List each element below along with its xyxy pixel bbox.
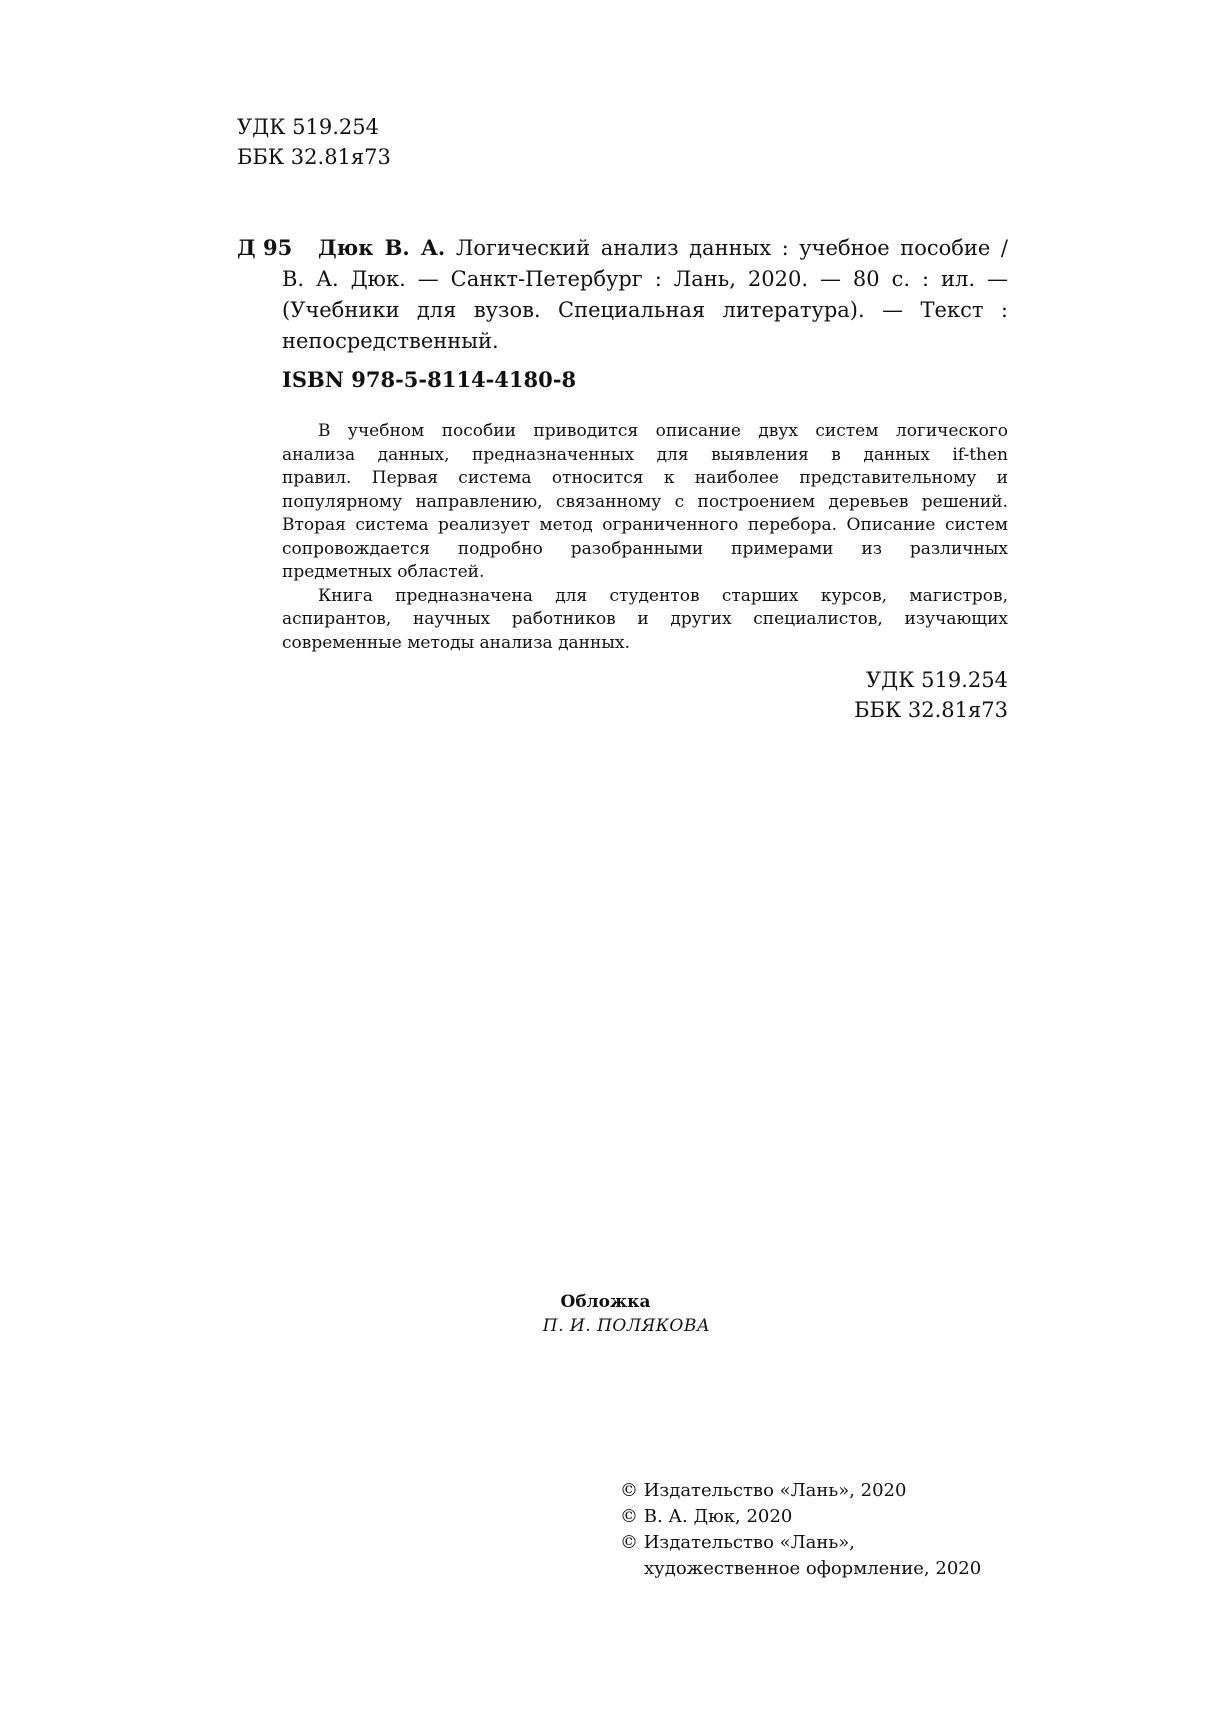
classification-top [237, 112, 391, 172]
catalog-line-3: (Учебники для вузов. Специальная литература). — Текст : [282, 298, 1008, 322]
abstract-line: предметных областей. [282, 562, 485, 582]
catalog-author: Дюк В. А. [318, 235, 446, 260]
cover-credit [0, 1290, 1211, 1338]
abstract-line: Вторая система реализует метод ограниченного перебора. Описание систем [282, 515, 1008, 535]
copyright-line: © Издательство «Лань», [620, 1532, 855, 1553]
catalog-line-4: непосредственный. [282, 329, 499, 353]
abstract-paragraph-1 [282, 420, 1008, 585]
classification-bottom [854, 665, 1008, 725]
isbn: ISBN 978-5-8114-4180-8 [282, 367, 577, 392]
catalog-line-1 [318, 232, 1008, 264]
bbk-code: ББК 32.81я73 [237, 145, 391, 169]
catalog-line-2: В. А. Дюк. — Санкт-Петербург : Лань, 2020. — 80 с. : ил. — [282, 267, 1008, 291]
abstract-paragraph-2 [282, 585, 1008, 656]
abstract-line: анализа данных, предназначенных для выявления в данных if-then [282, 444, 1008, 465]
abstract-line: популярному направлению, связанному с построением деревьев решений. [282, 491, 1008, 512]
abstract-line: правил. Первая система относится к наиболее представительному и [282, 468, 1008, 488]
abstract-line: В учебном пособии приводится описание двух систем логического [318, 421, 1008, 441]
catalog-title: Логический анализ данных : учебное пособие / [455, 236, 1008, 260]
cover-designer: П. И. ПОЛЯКОВА [542, 1316, 711, 1336]
copyright-block [620, 1478, 981, 1582]
udk-code: УДК 519.254 [865, 668, 1008, 692]
bbk-code: ББК 32.81я73 [854, 698, 1008, 722]
abstract-line: аспирантов, научных работников и других специалистов, изучающих [282, 609, 1008, 629]
author-sign: Д 95 [237, 235, 293, 260]
copyright-line: © В. А. Дюк, 2020 [620, 1506, 793, 1527]
copyright-line: художественное оформление, 2020 [644, 1558, 982, 1579]
copyright-line: © Издательство «Лань», 2020 [620, 1480, 907, 1501]
abstract-line: современные методы анализа данных. [282, 632, 630, 653]
abstract-line: сопровождается подробно разобранными примерами из различных [282, 538, 1008, 559]
abstract [282, 420, 1008, 655]
catalog-entry [282, 232, 1008, 357]
abstract-line: Книга предназначена для студентов старших курсов, магистров, [318, 585, 1008, 606]
udk-code: УДК 519.254 [237, 115, 380, 139]
cover-label: Обложка [560, 1292, 651, 1312]
